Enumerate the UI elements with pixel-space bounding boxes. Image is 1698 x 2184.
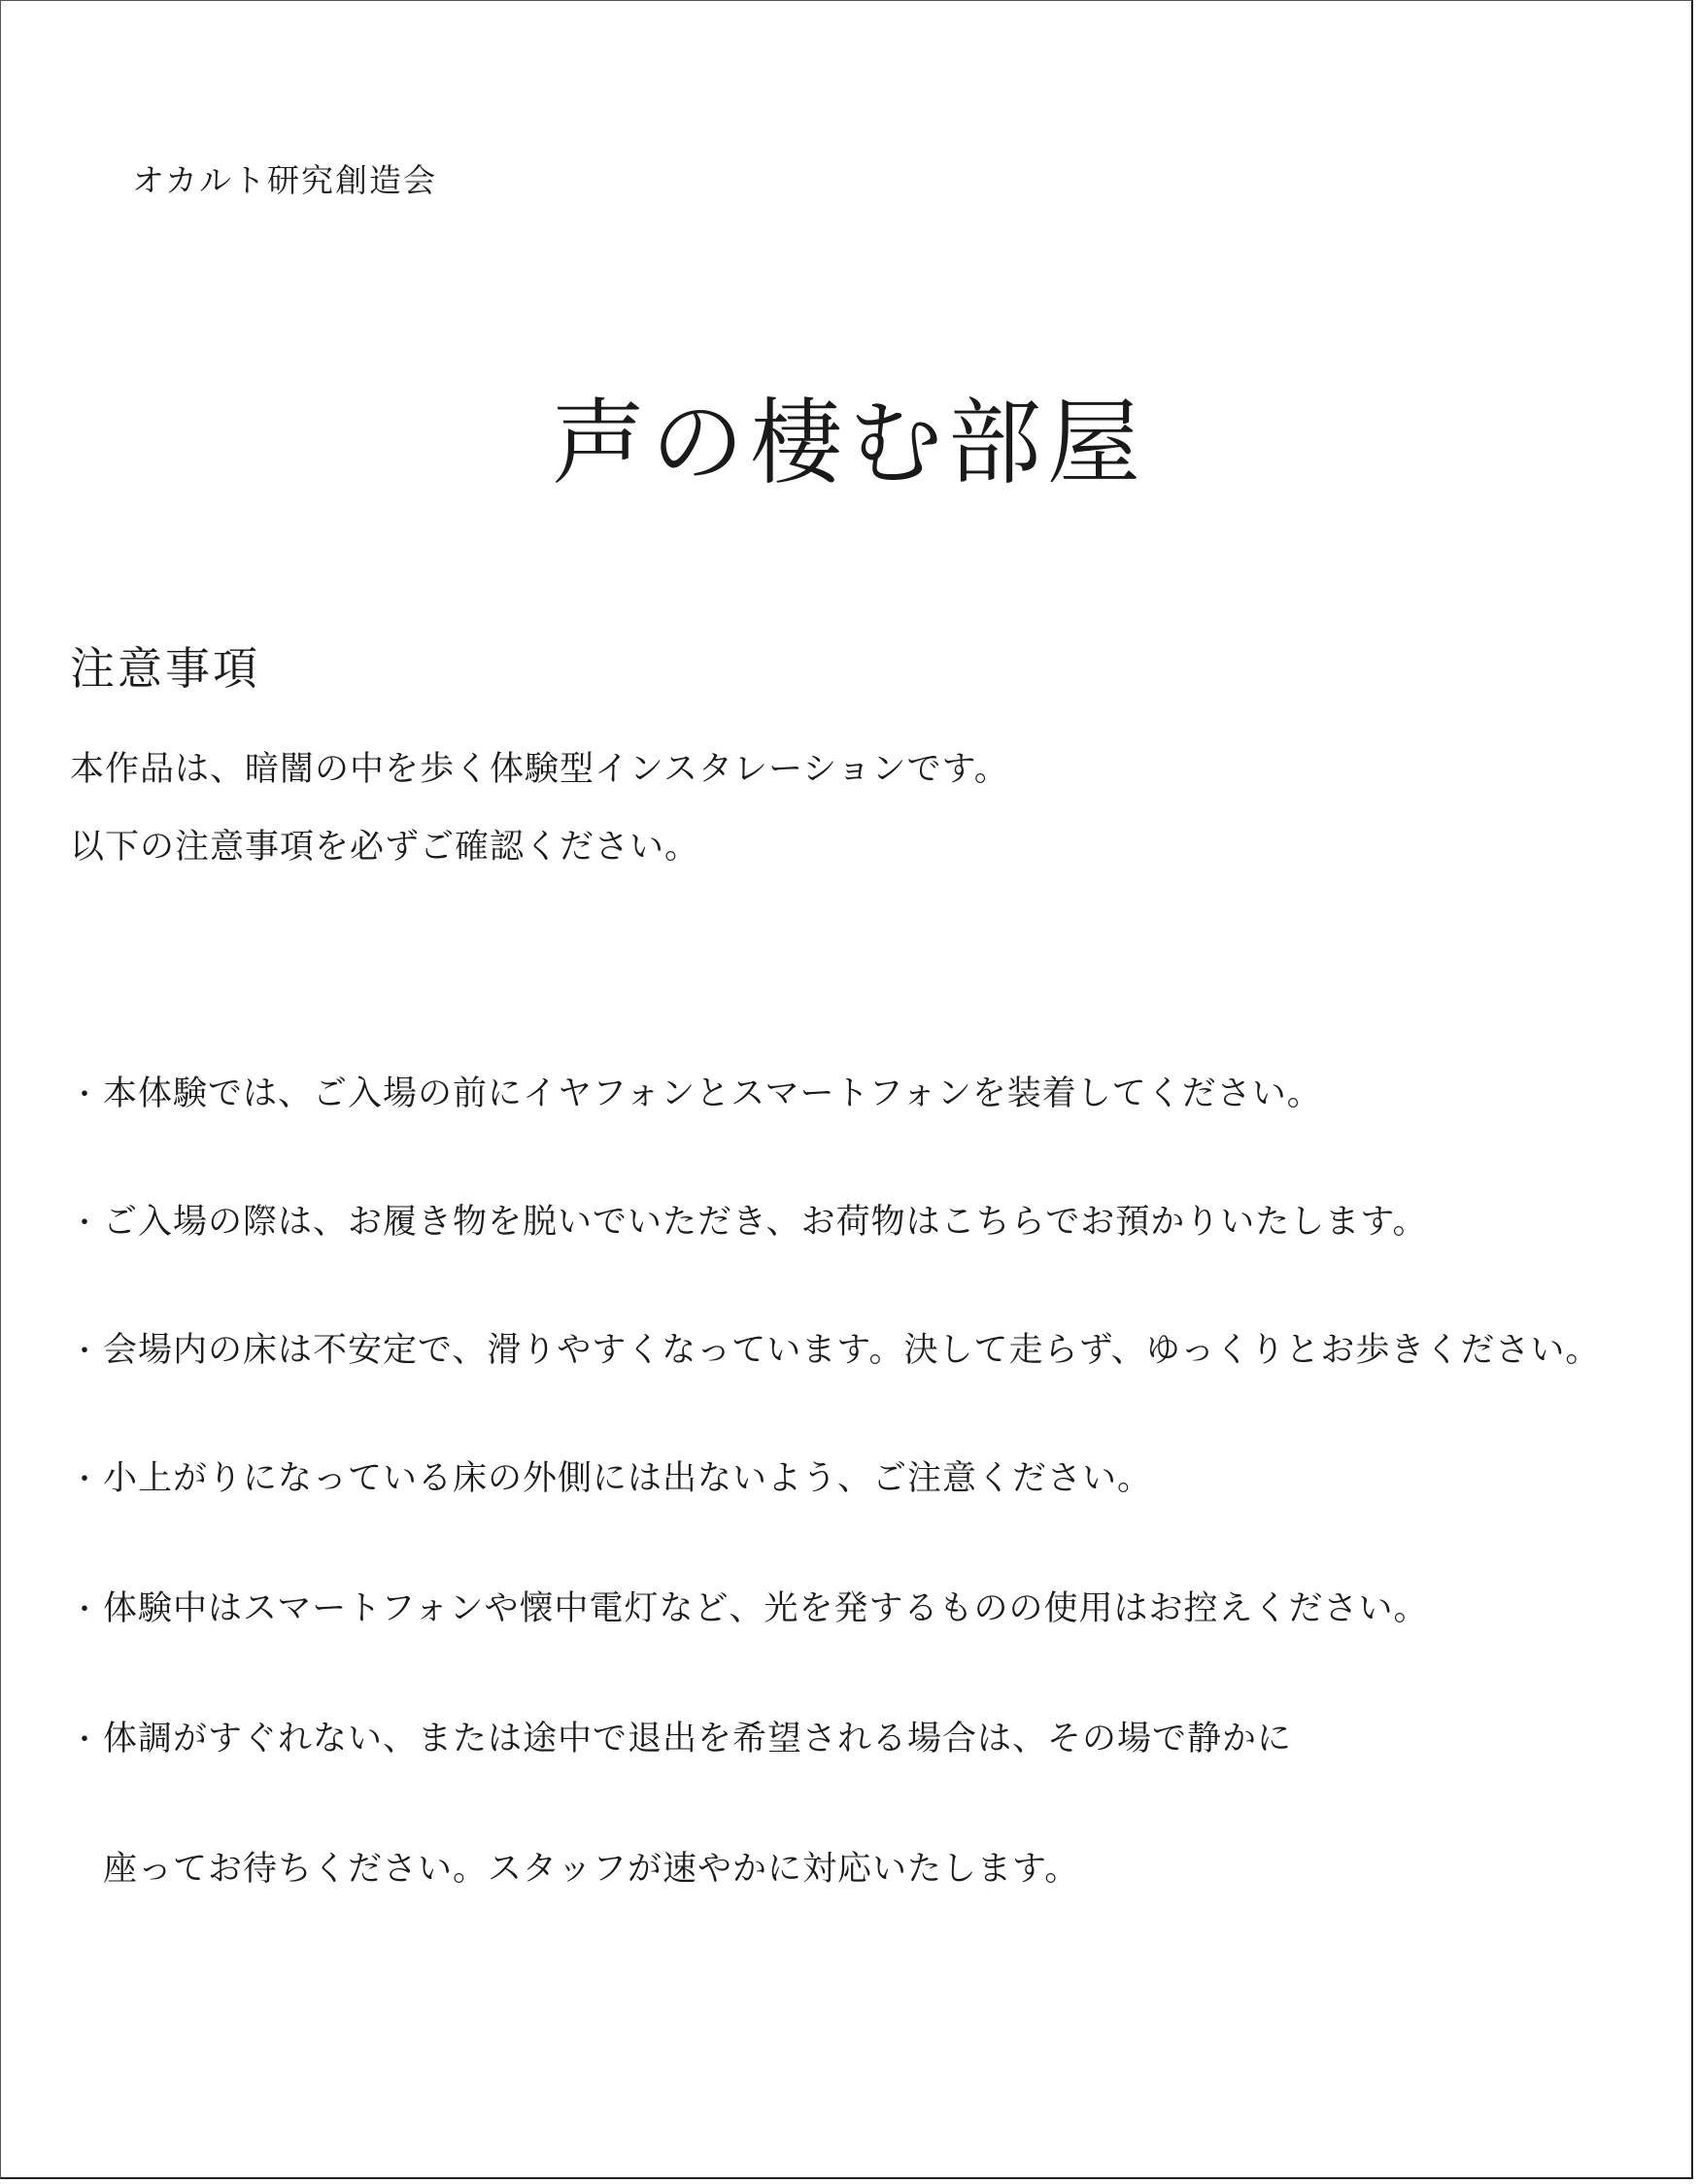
bullet-icon: ・ (70, 1723, 100, 1757)
notice-item-text: 小上がりになっている床の外側には出ないよう、ご注意ください。 (103, 1459, 1153, 1498)
notice-item-text: 体調がすぐれない、または途中で退出を希望される場合は、その場で静かに (103, 1720, 1293, 1758)
notice-item-continuation: 座ってお待ちください。スタッフが速やかに対応いたします。 (103, 1850, 1080, 1889)
notice-item (70, 1323, 1600, 1372)
bullet-icon: ・ (70, 1463, 100, 1497)
notice-item-text: 会場内の床は不安定で、滑りやすくなっています。決して走らず、ゆっくりとお歩きください。 (103, 1331, 1601, 1370)
intro-line: 本作品は、暗闇の中を歩く体験型インスタレーションです。 (70, 750, 1009, 789)
notice-item-text: 体験中はスマートフォンや懐中電灯など、光を発するものの使用はお控えください。 (103, 1589, 1429, 1628)
notice-item (70, 1067, 1322, 1115)
notice-item-text: 本体験では、ご入場の前にイヤフォンとスマートフォンを装着してください。 (103, 1075, 1322, 1113)
organization-name: オカルト研究創造会 (132, 161, 438, 199)
notice-item (70, 1195, 1427, 1244)
notice-item (70, 1582, 1429, 1630)
page-title: 声の棲む部屋 (552, 389, 1146, 497)
bullet-icon: ・ (70, 1078, 100, 1112)
notice-item (70, 1451, 1152, 1500)
notice-heading: 注意事項 (70, 642, 260, 695)
bullet-icon: ・ (70, 1207, 100, 1241)
bullet-icon: ・ (70, 1335, 100, 1369)
bullet-icon: ・ (70, 1593, 100, 1627)
intro-line: 以下の注意事項を必ずご確認ください。 (70, 828, 700, 867)
notice-item-text: ご入場の際は、お履き物を脱いでいただき、お荷物はこちらでお預かりいたします。 (103, 1203, 1428, 1242)
notice-item (70, 1712, 1292, 1760)
